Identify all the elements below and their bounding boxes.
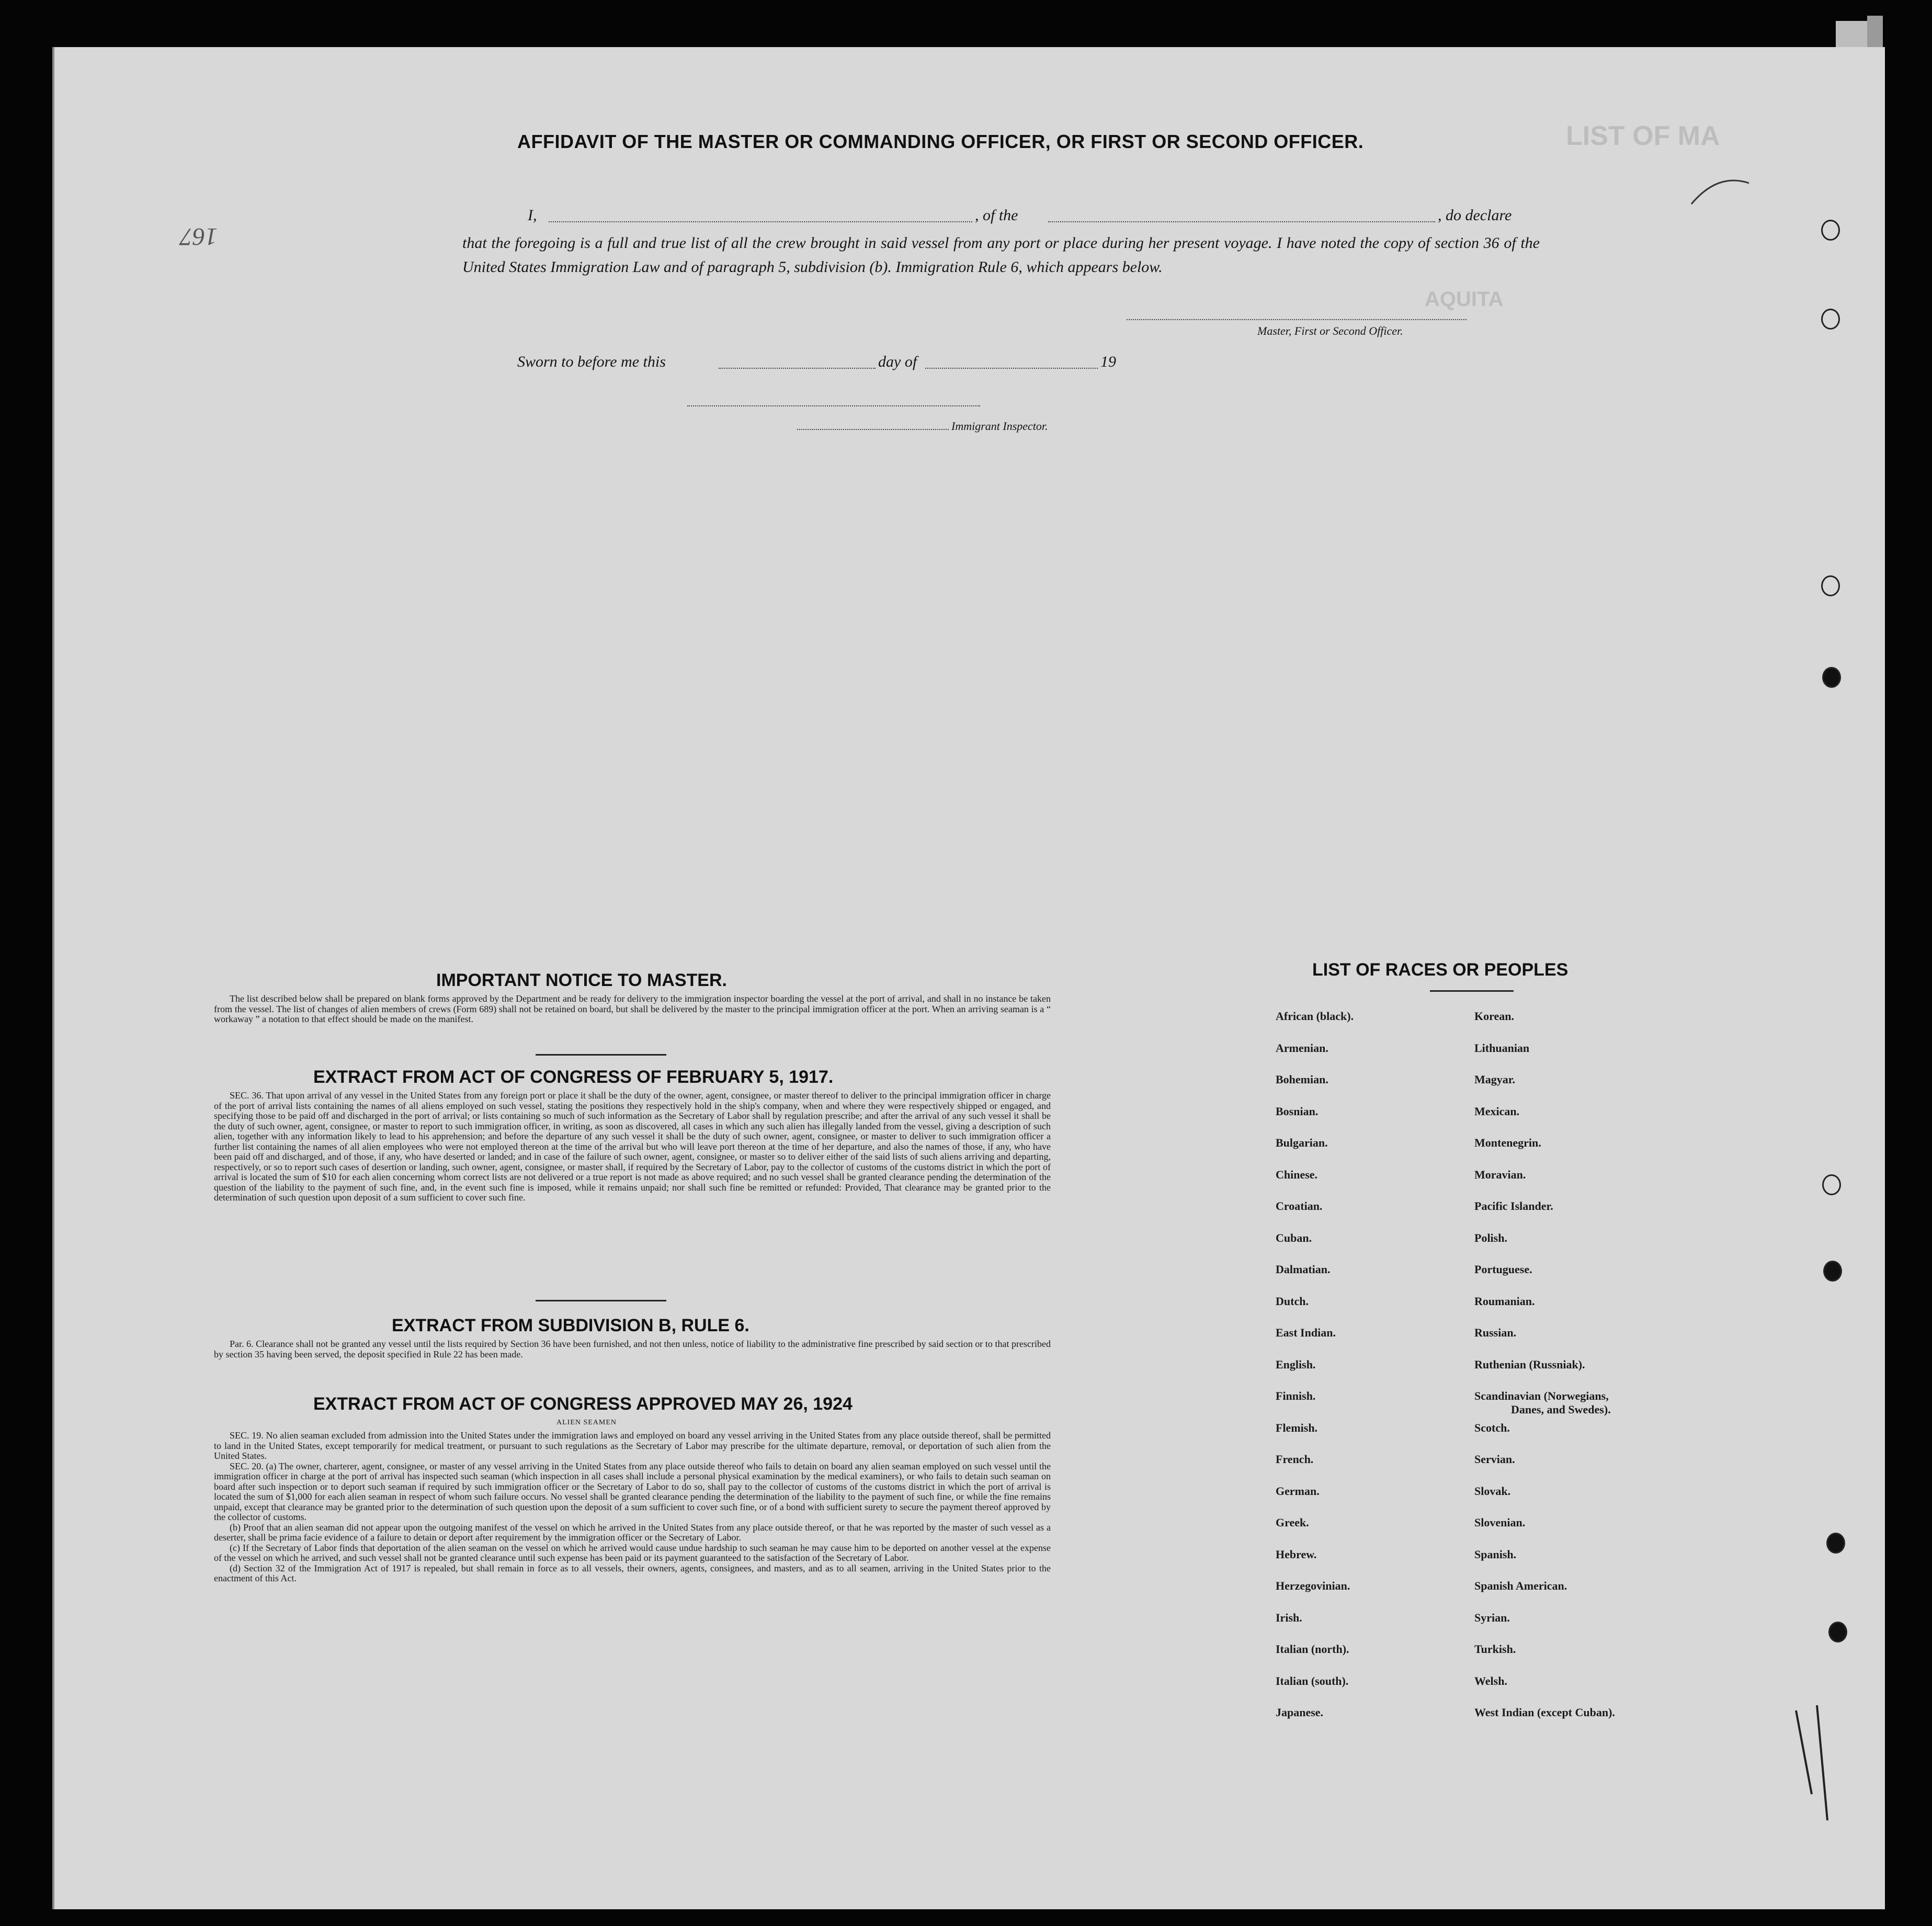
sworn-day-line — [719, 368, 876, 369]
binder-hole — [1821, 309, 1840, 330]
race-item: East Indian. — [1276, 1326, 1336, 1339]
race-item: Roumanian. — [1474, 1294, 1535, 1308]
race-item: Japanese. — [1276, 1706, 1324, 1719]
sec-20d: (d) Section 32 of the Immigration Act of 1917 is repealed, but shall remain in force as to all vessels, their owners, agents, consignees, and masters, and as to all seamen, arriving in the United States prior to the enactment of this Act. — [214, 1562, 1051, 1583]
race-item: Magyar. — [1474, 1073, 1516, 1086]
race-item: Ruthenian (Russniak). — [1474, 1357, 1585, 1371]
race-item: Dutch. — [1276, 1294, 1309, 1308]
race-item: Croatian. — [1276, 1199, 1323, 1213]
section-divider — [536, 1300, 666, 1301]
affidavit-title: AFFIDAVIT OF THE MASTER OR COMMANDING OFFICER, OR FIRST OR SECOND OFFICER. — [517, 131, 1364, 152]
race-item: Cuban. — [1276, 1231, 1312, 1244]
inspector-line — [797, 429, 949, 430]
binder-hole — [1822, 667, 1841, 688]
race-item: Finnish. — [1276, 1389, 1316, 1402]
race-item: Slovenian. — [1474, 1516, 1526, 1529]
race-item: Turkish. — [1474, 1642, 1516, 1656]
race-item: Pacific Islander. — [1474, 1199, 1553, 1213]
binder-hole — [1828, 1622, 1847, 1642]
bleed-through-text: AQUITA — [1425, 288, 1504, 311]
inspector-label: Immigrant Inspector. — [951, 420, 1048, 433]
sec-19: SEC. 19. No alien seaman excluded from admission into the United States under the immigration laws and employed on board any vessel arriving in the United States from any place outside thereof, shall be permitted to land in the United States, except temporarily for medical treatment, or pursuant to such regulations as the Secretary of Labor may prescribe for the ultimate departure, removal, or deportation of such alien from the United States. — [214, 1430, 1051, 1461]
day-of-label: day of — [878, 353, 917, 370]
extract-rule6-title: EXTRACT FROM SUBDIVISION B, RULE 6. — [392, 1316, 749, 1335]
sec-20b: (b) Proof that an alien seaman did not appear upon the outgoing manifest of the vessel on which he arrived in the United States from any place outside thereof, or that he was reported by the master of such vessel as a deserter, shall be prima facie evidence of a failure to detain or deport after requirement by the immigration officer or the Secretary of Labor. — [214, 1522, 1051, 1543]
race-item: Greek. — [1276, 1516, 1309, 1529]
race-item: English. — [1276, 1357, 1316, 1371]
binder-hole — [1823, 1261, 1842, 1282]
race-item: Slovak. — [1474, 1484, 1511, 1498]
race-item: Bulgarian. — [1276, 1136, 1328, 1149]
race-item: Polish. — [1474, 1231, 1507, 1244]
race-item: Korean. — [1474, 1010, 1514, 1023]
pen-mark — [1686, 162, 1759, 225]
race-item: German. — [1276, 1484, 1320, 1498]
extract-1924-subtitle: ALIEN SEAMEN — [556, 1419, 617, 1426]
race-item-continuation: Danes, and Swedes). — [1511, 1403, 1611, 1416]
race-item: Chinese. — [1276, 1168, 1318, 1181]
race-item: Spanish. — [1474, 1547, 1517, 1561]
race-item: African (black). — [1276, 1010, 1354, 1023]
document-page — [52, 47, 1885, 1909]
affidavit-do-declare: , do declare — [1438, 207, 1512, 224]
race-item: West Indian (except Cuban). — [1474, 1706, 1615, 1719]
race-item: Bosnian. — [1276, 1104, 1319, 1118]
race-item: French. — [1276, 1453, 1314, 1466]
sworn-label: Sworn to before me this — [517, 353, 666, 370]
races-column-1 — [1276, 1010, 1474, 1738]
race-item: Italian (south). — [1276, 1674, 1349, 1687]
race-item: Flemish. — [1276, 1421, 1318, 1434]
race-item: Syrian. — [1474, 1611, 1510, 1624]
race-item: Irish. — [1276, 1611, 1302, 1624]
race-item: Mexican. — [1474, 1104, 1520, 1118]
race-item: Scotch. — [1474, 1421, 1510, 1434]
binder-hole — [1826, 1533, 1845, 1554]
race-item: Welsh. — [1474, 1674, 1507, 1687]
bleed-through-text: LIST OF MA — [1566, 121, 1720, 151]
section-divider — [536, 1054, 666, 1056]
races-title-underline — [1430, 990, 1514, 992]
race-item: Spanish American. — [1474, 1579, 1567, 1592]
extract-1924-body — [214, 1431, 1051, 1584]
marginal-number: 167 — [180, 223, 218, 251]
race-item: Scandinavian (Norwegians, Danes, and Swedes). — [1474, 1389, 1694, 1421]
notice-body: The list described below shall be prepared on blank forms approved by the Department and be ready for delivery to the immigration inspector boarding the vessel at the port of arrival, and shall in no instance be taken from the vessel. The list of changes of alien members of crews (Form 689) shall not be retained on board, but shall be delivered by the master to the principal immigration officer at the port. When an arriving seaman is a “ workaway ” a notation to that effect should be made on the manifest. — [214, 993, 1051, 1024]
extract-rule6-body: Par. 6. Clearance shall not be granted any vessel until the lists required by Section 36 have been furnished, and not then unless, notice of liability to the administrative fine prescribed by said section or to that prescribed by section 35 having been served, the deposit specified in Rule 22 has been made. — [214, 1339, 1051, 1359]
race-item: Moravian. — [1474, 1168, 1526, 1181]
race-item: Servian. — [1474, 1453, 1515, 1466]
binder-hole — [1821, 575, 1840, 596]
race-item: Dalmatian. — [1276, 1263, 1331, 1276]
race-item: Portuguese. — [1474, 1263, 1532, 1276]
race-item: Herzegovinian. — [1276, 1579, 1350, 1592]
race-item: Russian. — [1474, 1326, 1517, 1339]
extract-1924-title: EXTRACT FROM ACT OF CONGRESS APPROVED MAY 26, 1924 — [313, 1394, 853, 1414]
binder-hole — [1821, 220, 1840, 241]
name-blank-line — [549, 221, 972, 222]
sec-20a: SEC. 20. (a) The owner, charterer, agent, consignee, or master of any vessel arriving in the United States from any place outside thereof who fails to detain on board any alien seaman employed on such vessel until the immigration officer in charge at the port of arrival has inspected such seaman (which inspection in all cases shall include a personal physical examination by the medical examiners), or who fails to detain such seaman on board after such inspection or to deport such seaman if required by such immigration officer or the Secretary of Labor to do so, shall pay to the collector of customs of the customs district in which the port of arrival is located the sum of $1,000 for each alien seaman in respect of whom such failure occurs. No vessel shall be granted clearance pending the determination of the liability to the payment of such fine, or while the fine remains unpaid, except that clearance may be granted prior to the determination of such question upon the deposit of a sum sufficient to cover such fine, or of a bond with sufficient surety to secure the payment thereof approved by the collector of customs. — [214, 1460, 1051, 1522]
race-item: Italian (north). — [1276, 1642, 1349, 1656]
race-item: Montenegrin. — [1474, 1136, 1541, 1149]
officer-signature-line — [1127, 319, 1467, 320]
affidavit-body: that the foregoing is a full and true list of all the crew brought in said vessel from any port or place during her present voyage. I have noted the copy of section 36 of the United States Immigration Law and of paragraph 5, subdivision (b). Immigration Rule 6, which appears below. — [462, 234, 1540, 276]
affidavit-of-the: , of the — [975, 207, 1018, 224]
officer-label: Master, First or Second Officer. — [1257, 324, 1403, 337]
affidavit-i-label: I, — [528, 207, 537, 224]
notice-title: IMPORTANT NOTICE TO MASTER. — [436, 970, 727, 990]
race-item: Bohemian. — [1276, 1073, 1328, 1086]
extract-1917-body: SEC. 36. That upon arrival of any vessel in the United States from any foreign port or place it shall be the duty of the owner, agent, consignee, or master thereof to deliver to the principal immigration officer in charge of the port of arrival lists containing the names of all aliens employed on such vessel, stating the positions they respectively hold in the ship's company, when and where they were respectively shipped or engaged, and specifying those to be paid off and discharged in the port of arrival; or lists containing so much of such information as the Secretary of Labor shall by regulation prescribe; and after the arrival of any such vessel it shall be the duty of such owner, agent, consignee, or master to report to such immigration officer, in writing, as soon as discovered, all cases in which any such alien has illegally landed from the vessel, giving a description of such alien, together with any information likely to lead to his apprehension; and before the departure of any such vessel it shall be the duty of such owner, agent, consignee, or master to deliver to such immigration officer a further list containing the names of all alien employees who were not employed thereon at the time of the arrival but who will leave port thereon at the time of her departure, and also the names of those, if any, who have been paid off and discharged, and of those, if any, who have deserted or landed; and in case of the failure of such owner, agent, consignee, or master so to deliver either of the said lists of such aliens arriving and departing, respectively, or so to report such cases of desertion or landing, such owner, agent, consignee, or master shall, if required by the Secretary of Labor, pay to the collector of customs of the customs district in which the port of arrival is located the sum of $10 for each alien concerning whom correct lists are not delivered or a true report is not made as above required; and no such vessel shall be granted clearance pending the determination of the question of the liability to the payment of such fine, and, in the event such fine is imposed, while it remains unpaid; nor shall such fine be remitted or refunded: Provided, That clearance may be granted prior to the determination of such question upon deposit of a sum sufficient to cover such fine. — [214, 1090, 1051, 1203]
sworn-month-line — [925, 368, 1098, 369]
sec-20c: (c) If the Secretary of Labor finds that deportation of the alien seaman on the vessel on which he arrived would cause undue hardship to such seaman he may cause him to be deported on another vessel at the expense of the vessel on which he arrived, and such vessel shall not be granted clearance until such expense has been paid or its payment guaranteed to the satisfaction of the Secretary of Labor. — [214, 1542, 1051, 1563]
races-column-2 — [1474, 1010, 1694, 1738]
pen-mark — [1780, 1700, 1843, 1836]
binder-hole — [1822, 1174, 1841, 1195]
races-title: LIST OF RACES OR PEOPLES — [1312, 960, 1569, 980]
race-item: Hebrew. — [1276, 1547, 1317, 1561]
race-item: Lithuanian — [1474, 1041, 1530, 1055]
inspector-line-upper — [687, 405, 980, 406]
race-item: Armenian. — [1276, 1041, 1328, 1055]
extract-1917-title: EXTRACT FROM ACT OF CONGRESS OF FEBRUARY 5, 1917. — [313, 1067, 834, 1087]
year-label: 19 — [1100, 353, 1116, 370]
vessel-blank-line — [1048, 221, 1435, 222]
